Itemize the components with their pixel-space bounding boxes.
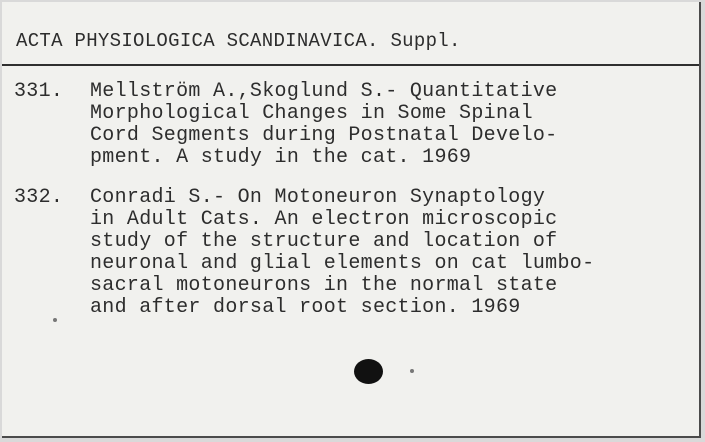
ink-speck [410, 369, 414, 373]
entry-line: Conradi S.- On Motoneuron Synaptology [90, 186, 546, 209]
card-header-title: ACTA PHYSIOLOGICA SCANDINAVICA. Suppl. [16, 30, 461, 52]
entry-line: Mellström A.,Skoglund S.- Quantitative [90, 80, 558, 103]
entry-line: Cord Segments during Postnatal Develo- [90, 124, 558, 147]
entry-line: neuronal and glial elements on cat lumbo- [90, 252, 595, 275]
ink-speck [53, 318, 57, 322]
entry-line: pment. A study in the cat. 1969 [90, 146, 472, 169]
punch-hole-dot [354, 359, 383, 384]
entry-number: 332. [14, 186, 64, 209]
entry-line: sacral motoneurons in the normal state [90, 274, 558, 297]
entry-line: in Adult Cats. An electron microscopic [90, 208, 558, 231]
entry-line: and after dorsal root section. 1969 [90, 296, 521, 319]
entry-line: study of the structure and location of [90, 230, 558, 253]
entry-number: 331. [14, 80, 64, 103]
library-index-card [2, 2, 701, 438]
header-rule [2, 64, 699, 66]
entry-line: Morphological Changes in Some Spinal [90, 102, 533, 125]
